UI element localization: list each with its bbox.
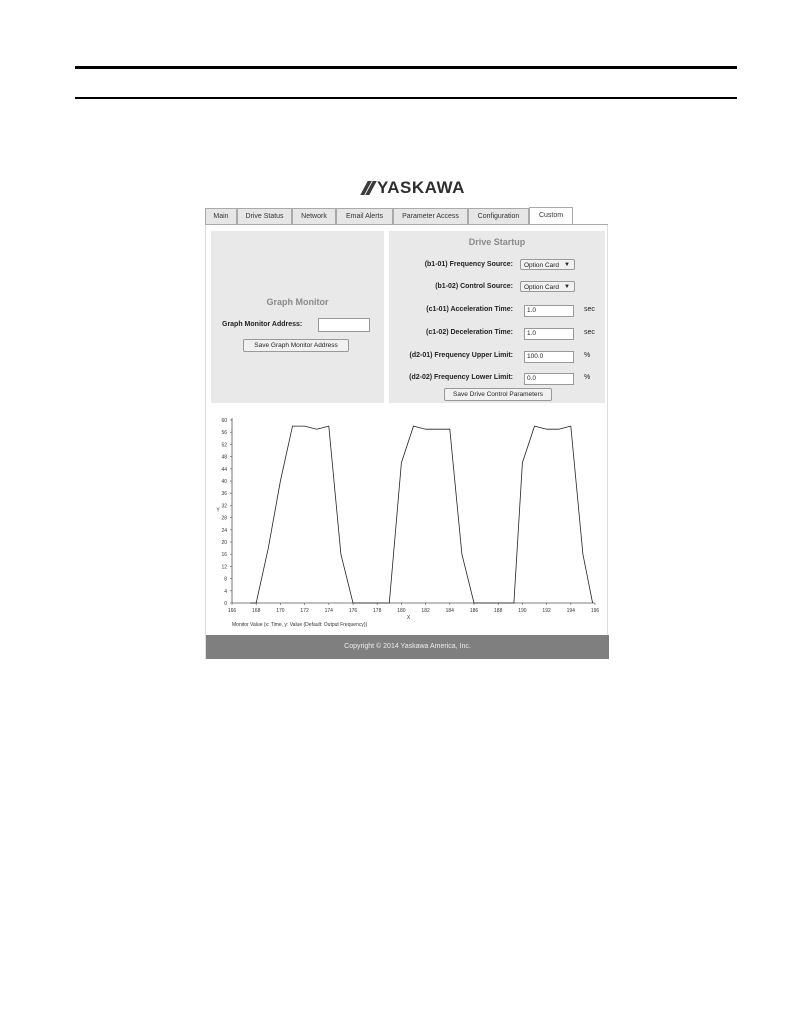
frequency-lower-limit-input[interactable]: 0.0 bbox=[524, 373, 574, 385]
graph-monitor-panel bbox=[211, 231, 384, 403]
x-tick-label: 176 bbox=[348, 608, 358, 614]
x-tick-label: 184 bbox=[445, 608, 454, 614]
deceleration-time-input[interactable]: 1.0 bbox=[524, 328, 574, 340]
series-line bbox=[250, 426, 592, 603]
save-graph-monitor-address-button[interactable]: Save Graph Monitor Address bbox=[243, 339, 349, 352]
x-tick-label: 188 bbox=[494, 608, 503, 614]
tab-network[interactable]: Network bbox=[292, 208, 336, 224]
x-tick-label: 182 bbox=[421, 608, 430, 614]
y-tick-label: 60 bbox=[221, 418, 227, 424]
y-tick-label: 16 bbox=[221, 552, 227, 559]
acceleration-time-label: (c1-01) Acceleration Time: bbox=[426, 306, 513, 313]
y-tick-label: 32 bbox=[221, 503, 227, 510]
x-tick-label: 174 bbox=[324, 608, 333, 614]
drive-startup-title: Drive Startup bbox=[468, 237, 526, 247]
chart-svg bbox=[206, 410, 609, 635]
copyright-text: Copyright © 2014 Yaskawa America, Inc. bbox=[344, 643, 471, 650]
frequency-source-value: Option Card bbox=[524, 262, 560, 269]
drive-startup-panel bbox=[389, 231, 605, 403]
deceleration-time-unit: sec bbox=[584, 329, 595, 336]
graph-monitor-title: Graph Monitor bbox=[266, 297, 329, 307]
y-tick-label: 40 bbox=[221, 479, 227, 485]
x-tick-label: 170 bbox=[276, 608, 285, 614]
control-source-label: (b1-02) Control Source: bbox=[435, 283, 513, 290]
header-rule-top bbox=[75, 66, 737, 69]
brand-name: YASKAWA bbox=[377, 178, 465, 197]
tab-custom[interactable]: Custom bbox=[529, 207, 573, 225]
x-tick-label: 192 bbox=[542, 608, 551, 614]
x-tick-label: 180 bbox=[397, 608, 406, 614]
frequency-source-select[interactable] bbox=[520, 259, 575, 270]
tab-configuration[interactable]: Configuration bbox=[468, 208, 529, 224]
x-tick-label: 196 bbox=[590, 608, 600, 614]
frequency-lower-limit-label: (d2-02) Frequency Lower Limit: bbox=[409, 374, 513, 381]
y-axis-label: Y bbox=[216, 507, 220, 514]
x-axis-label: X bbox=[406, 615, 411, 621]
tab-main[interactable]: Main bbox=[205, 208, 237, 224]
acceleration-time-input[interactable]: 1.0 bbox=[524, 305, 574, 317]
frequency-upper-limit-input[interactable]: 100.0 bbox=[524, 351, 574, 363]
frequency-source-label: (b1-01) Frequency Source: bbox=[424, 261, 513, 268]
custom-page bbox=[205, 225, 608, 659]
y-tick-label: 12 bbox=[221, 564, 227, 571]
acceleration-time-unit: sec bbox=[584, 306, 595, 313]
tab-parameter-access[interactable]: Parameter Access bbox=[393, 208, 468, 224]
y-tick-label: 44 bbox=[221, 466, 227, 473]
yaskawa-mark-icon bbox=[364, 181, 373, 195]
deceleration-time-label: (c1-02) Deceleration Time: bbox=[425, 329, 513, 336]
chart-caption: Monitor Value (x: Time, y: Value (Default: Output Frequency)) bbox=[232, 622, 368, 628]
graph-monitor-address-input[interactable] bbox=[318, 318, 370, 332]
y-tick-label: 52 bbox=[221, 442, 227, 449]
x-tick-label: 168 bbox=[252, 608, 261, 614]
x-tick-label: 178 bbox=[373, 608, 382, 614]
control-source-select[interactable] bbox=[520, 281, 575, 292]
tab-bar bbox=[205, 208, 573, 225]
y-tick-label: 8 bbox=[224, 576, 227, 583]
y-tick-label: 28 bbox=[221, 515, 227, 522]
y-tick-label: 48 bbox=[221, 454, 227, 461]
yaskawa-logo bbox=[364, 177, 465, 199]
y-tick-label: 36 bbox=[221, 491, 227, 498]
footer bbox=[206, 635, 609, 659]
y-tick-label: 24 bbox=[221, 527, 227, 534]
header-rule-bottom bbox=[75, 97, 737, 99]
x-tick-label: 166 bbox=[227, 608, 237, 614]
y-tick-label: 0 bbox=[224, 601, 227, 607]
dropdown-arrow-icon: ▼ bbox=[564, 284, 570, 290]
control-source-value: Option Card bbox=[524, 284, 560, 291]
graph-monitor-chart bbox=[206, 410, 609, 635]
x-tick-label: 194 bbox=[566, 608, 575, 614]
frequency-upper-limit-unit: % bbox=[584, 352, 591, 359]
graph-monitor-address-label: Graph Monitor Address: bbox=[222, 321, 303, 328]
y-tick-label: 20 bbox=[221, 540, 227, 546]
x-tick-label: 172 bbox=[300, 608, 309, 614]
frequency-upper-limit-label: (d2-01) Frequency Upper Limit: bbox=[409, 352, 513, 359]
save-drive-control-parameters-button[interactable]: Save Drive Control Parameters bbox=[444, 388, 552, 401]
frequency-lower-limit-unit: % bbox=[584, 374, 591, 381]
dropdown-arrow-icon: ▼ bbox=[564, 262, 570, 268]
y-tick-label: 56 bbox=[221, 430, 227, 437]
x-tick-label: 190 bbox=[518, 608, 527, 614]
y-tick-label: 4 bbox=[224, 588, 227, 595]
tab-email-alerts[interactable]: Email Alerts bbox=[336, 208, 393, 224]
x-tick-label: 186 bbox=[469, 608, 479, 614]
tab-drive-status[interactable]: Drive Status bbox=[237, 208, 292, 224]
